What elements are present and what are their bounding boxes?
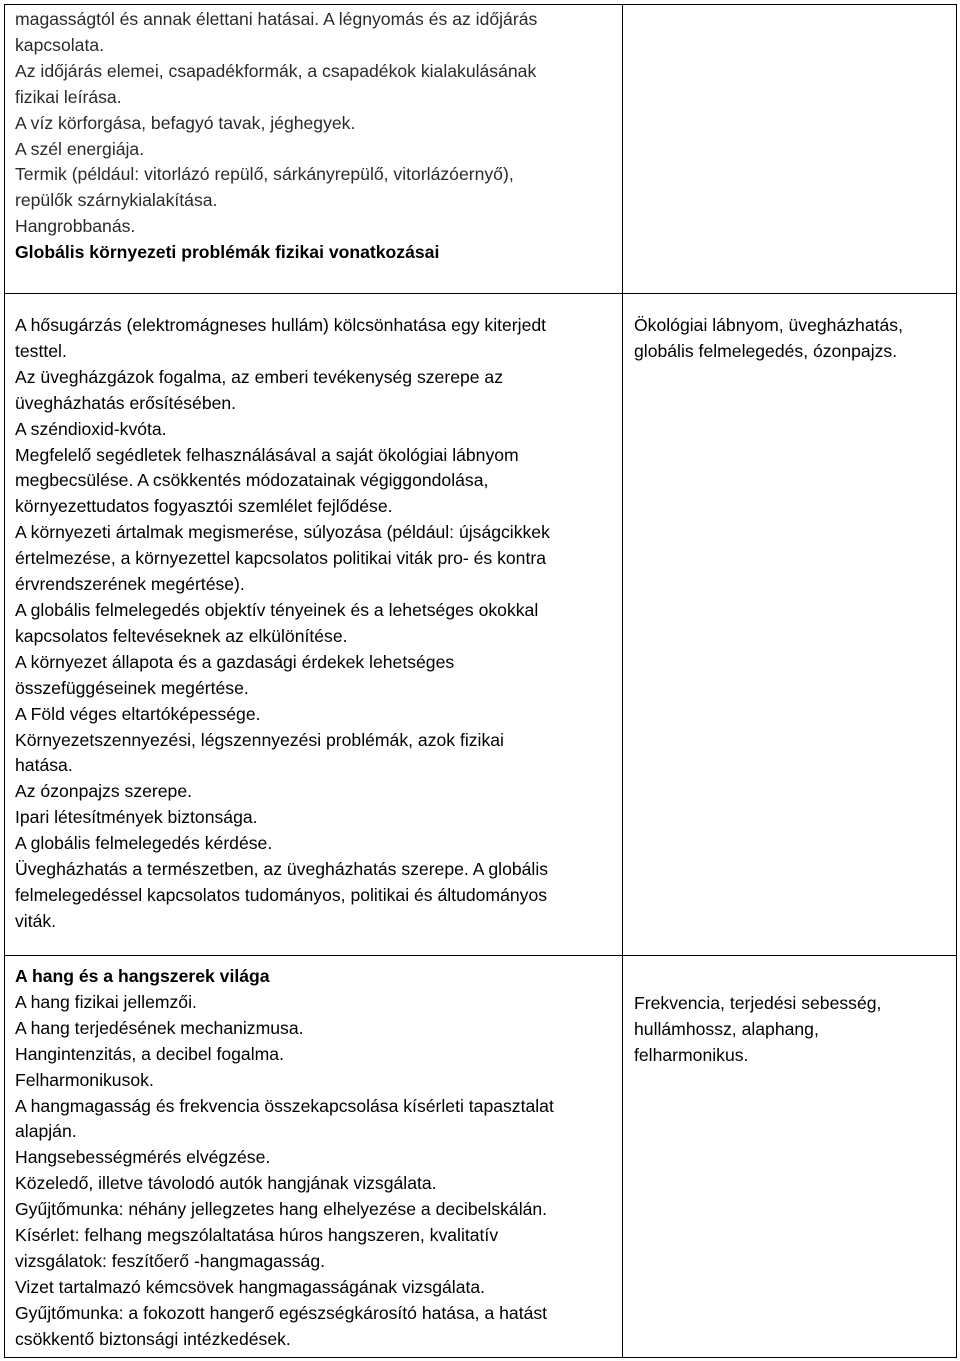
text-line: magasságtól és annak élettani hatásai. A légnyomás és az időjárás [15, 9, 538, 29]
text-line: fizikai leírása. [15, 86, 122, 107]
row-divider-1 [4, 293, 957, 294]
text-line: Környezetszennyezési, légszennyezési problémák, azok fizikai [15, 729, 504, 750]
text-line: felmelegedéssel kapcsolatos tudományos, politikai és áltudományos [15, 884, 548, 905]
text-line: Termik (például: vitorlázó repülő, sárkányrepülő, vitorlázóernyő), [15, 164, 514, 185]
text-line: Vizet tartalmazó kémcsövek hangmagasságának vizsgálata. [15, 1276, 486, 1297]
table-border-left [4, 4, 5, 1357]
text-line: A környezet állapota és a gazdasági érdekek lehetséges [15, 651, 455, 672]
section-heading-sound: A hang és a hangszerek világa [15, 966, 270, 986]
text-line: összefüggéseinek megértése. [15, 677, 249, 698]
table-border-right [956, 4, 957, 1357]
text-line: környezettudatos fogyasztói szemlélet fejlődése. [15, 496, 393, 517]
text-line: Gyűjtőmunka: a fokozott hangerő egészségkárosító hatása, a hatást [15, 1302, 548, 1323]
global-concepts-text [634, 313, 952, 365]
text-line: testtel. [15, 340, 67, 361]
text-line: A globális felmelegedés kérdése. [15, 833, 273, 854]
concept-line: Ökológiai lábnyom, üvegházhatás, [634, 315, 903, 335]
text-line: Hangsebességmérés elvégzése. [15, 1147, 271, 1168]
text-line: A hangmagasság és frekvencia összekapcsolása kísérleti tapasztalat [15, 1095, 554, 1116]
section-heading-global: Globális környezeti problémák fizikai vonatkozásai [15, 242, 440, 263]
table-border-middle [622, 4, 623, 1357]
top-section-text [15, 7, 615, 266]
text-line: viták. [15, 910, 57, 931]
text-line: Hangintenzitás, a decibel fogalma. [15, 1043, 284, 1064]
text-line: A hősugárzás (elektromágneses hullám) kölcsönhatása egy kiterjedt [15, 315, 547, 335]
text-line: A széndioxid-kvóta. [15, 418, 167, 439]
text-line: Az időjárás elemei, csapadékformák, a csapadékok kialakulásának [15, 60, 537, 81]
concept-line: globális felmelegedés, ózonpajzs. [634, 340, 898, 361]
text-line: Felharmonikusok. [15, 1069, 154, 1090]
text-line: Hangrobbanás. [15, 216, 136, 237]
text-line: Ipari létesítmények biztonsága. [15, 807, 258, 828]
table-border-bottom [4, 1357, 957, 1358]
text-line: kapcsolatos feltevéseknek az elkülönítése. [15, 625, 348, 646]
text-line: repülők szárnykialakítása. [15, 190, 218, 211]
text-line: A Föld véges eltartóképessége. [15, 703, 261, 724]
concept-line: hullámhossz, alaphang, [634, 1018, 819, 1039]
text-line: Az ózonpajzs szerepe. [15, 781, 193, 802]
sound-concepts-text [634, 991, 952, 1069]
text-line: A szél energiája. [15, 138, 145, 159]
text-line: Az üvegházgázok fogalma, az emberi tevékenység szerepe az [15, 366, 504, 387]
text-line: üvegházhatás erősítésében. [15, 392, 237, 413]
concept-line: Frekvencia, terjedési sebesség, [634, 993, 882, 1013]
text-line: A hang fizikai jellemzői. [15, 991, 197, 1012]
text-line: hatása. [15, 755, 73, 776]
sound-section-text [15, 964, 620, 1353]
concept-line: felharmonikus. [634, 1044, 749, 1065]
text-line: Közeledő, illetve távolodó autók hangjának vizsgálata. [15, 1173, 437, 1194]
global-section-text [15, 313, 620, 935]
table-border-top [4, 4, 957, 5]
text-line: érvrendszerének megértése). [15, 574, 245, 595]
text-line: A globális felmelegedés objektív tényeinek és a lehetséges okokkal [15, 599, 539, 620]
text-line: A víz körforgása, befagyó tavak, jéghegyek. [15, 112, 356, 133]
text-line: csökkentő biztonsági intézkedések. [15, 1328, 291, 1349]
text-line: megbecsülése. A csökkentés módozatainak végiggondolása, [15, 470, 489, 491]
text-line: kapcsolata. [15, 34, 104, 55]
text-line: Üvegházhatás a természetben, az üvegházhatás szerepe. A globális [15, 859, 549, 880]
text-line: értelmezése, a környezettel kapcsolatos politikai viták pro- és kontra [15, 548, 546, 569]
text-line: alapján. [15, 1121, 77, 1142]
row-divider-2 [4, 955, 957, 956]
text-line: A hang terjedésének mechanizmusa. [15, 1017, 304, 1038]
text-line: A környezeti ártalmak megismerése, súlyozása (például: újságcikkek [15, 522, 550, 543]
text-line: Kísérlet: felhang megszólaltatása húros hangszeren, kvalitatív [15, 1225, 499, 1246]
text-line: Megfelelő segédletek felhasználásával a saját ökológiai lábnyom [15, 444, 519, 465]
text-line: Gyűjtőmunka: néhány jellegzetes hang elhelyezése a decibelskálán. [15, 1199, 548, 1220]
text-line: vizsgálatok: feszítőerő -hangmagasság. [15, 1250, 326, 1271]
